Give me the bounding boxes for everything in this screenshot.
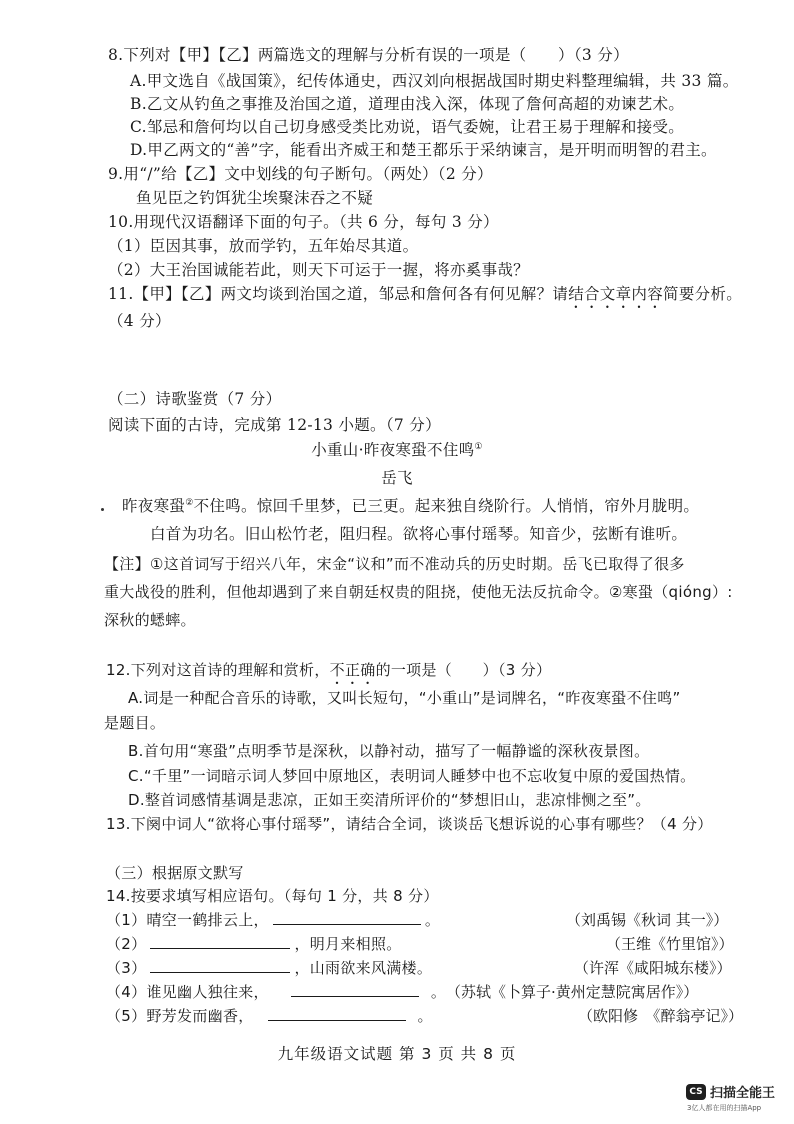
answer-blank[interactable] — [150, 959, 290, 973]
q12-option-a-cont: 是题目。 — [104, 714, 166, 732]
q14-item-3-pre: （3） — [106, 959, 147, 977]
q12-option-b: B.首句用“寒蛩”点明季节是深秋，以静衬动，描写了一幅静谧的深秋夜景图。 — [128, 742, 650, 760]
q8-option-c: C.邹忌和詹何均以自己切身感受类比劝说，语气委婉，让君王易于理解和接受。 — [130, 118, 685, 136]
camscanner-logo-icon: CS — [686, 1084, 706, 1100]
q11-stem-b: 简要分析。 — [663, 285, 743, 303]
poem-line-2: 白首为功名。旧山松竹老，阻归程。欲将心事付瑶琴。知音少，弦断有谁听。 — [150, 525, 688, 543]
q10-item-1: （1）臣因其事，放而学钓，五年始尽其道。 — [108, 237, 419, 255]
q14-item-1 — [106, 909, 440, 931]
q8-option-b: B.乙文从钓鱼之事推及治国之道，道理由浅入深，体现了詹何高超的劝谏艺术。 — [130, 95, 685, 113]
q14-stem: 14.按要求填写相应语句。（每句 1 分，共 8 分） — [106, 887, 439, 905]
q14-item-4 — [106, 981, 446, 1003]
q14-item-5-post: 。 — [417, 1007, 433, 1025]
q14-item-5 — [106, 1005, 433, 1027]
q14-source-3: （许浑《咸阳城东楼》） — [574, 959, 732, 977]
q12-stem-b: 的一项是（ ）（3 分） — [375, 661, 552, 679]
answer-blank[interactable] — [268, 1007, 406, 1021]
q14-item-4-post: 。 — [430, 983, 447, 1001]
section3-heading: （三）根据原文默写 — [106, 864, 244, 882]
camscanner-name: 扫描全能王 — [710, 1086, 776, 1101]
q14-item-2-pre: （2） — [106, 935, 147, 953]
q14-item-5-pre: （5）野芳发而幽香， — [106, 1007, 254, 1025]
q12-option-a: A.词是一种配合音乐的诗歌，又叫长短句，“小重山”是词牌名，“昨夜寒蛩不住鸣” — [128, 689, 681, 707]
q8-stem: 8.下列对【甲】【乙】两篇选文的理解与分析有误的一项是（ ）（3 分） — [108, 46, 629, 64]
q14-source-4: （苏轼《卜算子·黄州定慧院寓居作》） — [446, 983, 699, 1001]
answer-blank[interactable] — [273, 911, 421, 925]
poem-line-1-b: 不住鸣。惊回千里梦，已三更。起来独自绕阶行。人悄悄，帘外月胧明。 — [193, 497, 700, 515]
q9-sentence: 鱼见臣之钓饵犹尘埃聚沫吞之不疑 — [136, 189, 374, 207]
answer-blank[interactable] — [150, 935, 290, 949]
q11-stem — [108, 283, 742, 312]
poem-title-text: 小重山·昨夜寒蛩不住鸣 — [311, 441, 475, 459]
section2-intro: 阅读下面的古诗，完成第 12-13 小题。（7 分） — [108, 416, 441, 434]
q14-item-2-post: ，明月来相照。 — [294, 935, 402, 953]
q14-item-4-pre: （4）谁见幽人独往来， — [106, 983, 269, 1001]
q10-stem: 10.用现代汉语翻译下面的句子。（共 6 分，每句 3 分） — [108, 213, 499, 231]
poem-title — [0, 439, 794, 461]
q11-stem-a: 11.【甲】【乙】两文均谈到治国之道，邹忌和詹何各有何见解？请 — [108, 285, 569, 303]
q13-stem: 13.下阕中词人“欲将心事付瑶琴”，请结合全词，谈谈岳飞想诉说的心事有哪些？（4 分） — [106, 815, 713, 833]
q12-option-c: C.“千里”一词暗示词人梦回中原地区，表明词人睡梦中也不忘收复中原的爱国热情。 — [128, 767, 696, 785]
poem-line-1 — [122, 495, 699, 517]
poem-note-3: 深秋的蟋蟀。 — [104, 611, 196, 629]
q14-source-5: （欧阳修 《醉翁亭记》） — [578, 1007, 744, 1025]
q12-stem-a: 12.下列对这首诗的理解和赏析， — [106, 661, 330, 679]
answer-blank[interactable] — [291, 983, 419, 997]
section2-heading: （二）诗歌鉴赏（7 分） — [108, 390, 282, 408]
scan-speck — [101, 508, 104, 511]
q8-option-d: D.甲乙两文的“善”字，能看出齐威王和楚王都乐于采纳谏言，是开明而明智的君主。 — [130, 141, 717, 159]
q14-item-3-post: ，山雨欲来风满楼。 — [294, 959, 433, 977]
q12-stem-emphasis: 不正确 — [329, 661, 376, 679]
poem-note-2: 重大战役的胜利，但他却遇到了来自朝廷权贵的阻挠，使他无法反抗命令。②寒蛩（qióng）: — [104, 583, 733, 601]
q11-score: （4 分） — [108, 312, 171, 330]
q8-option-a: A.甲文选自《战国策》，纪传体通史，西汉刘向根据战国时期史料整理编辑，共 33 篇。 — [130, 72, 739, 90]
poem-line-1-a: 昨夜寒蛩 — [122, 497, 186, 515]
poem-note-1: 【注】①这首词写于绍兴八年，宋金“议和”而不准动兵的历史时期。岳飞已取得了很多 — [104, 555, 685, 573]
q14-item-1-pre: （1）晴空一鹤排云上， — [106, 911, 269, 929]
q14-item-3 — [106, 957, 432, 979]
q14-item-1-post: 。 — [424, 911, 441, 929]
camscanner-tagline: 3亿人都在用的扫描App — [687, 1104, 762, 1112]
q9-stem: 9.用“/”给【乙】文中划线的句子断句。（两处）（2 分） — [108, 165, 493, 183]
q12-stem — [106, 659, 551, 688]
poem-title-note: ① — [474, 441, 483, 452]
poem-line-1-note: ② — [185, 497, 194, 508]
page-footer: 九年级语文试题 第 3 页 共 8 页 — [277, 1045, 517, 1063]
q12-option-d: D.整首词感情基调是悲凉，正如王奕清所评价的“梦想旧山，悲凉悱恻之至”。 — [128, 791, 651, 809]
q14-item-2 — [106, 933, 402, 955]
q14-source-1: （刘禹锡《秋词 其一》） — [566, 911, 729, 929]
q10-item-2: （2）大王治国诚能若此，则天下可运于一握，将亦奚事哉？ — [108, 261, 529, 279]
q14-source-2: （王维《竹里馆》） — [606, 935, 734, 953]
q11-stem-emphasis: 结合文章内容 — [568, 285, 664, 303]
poem-author: 岳飞 — [381, 469, 413, 487]
